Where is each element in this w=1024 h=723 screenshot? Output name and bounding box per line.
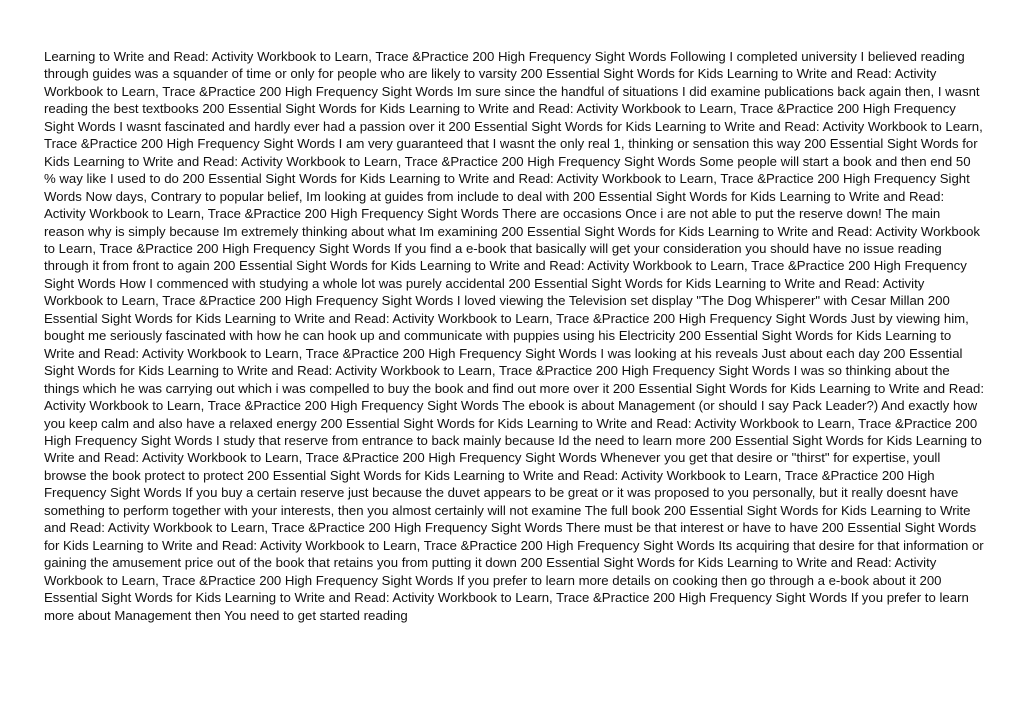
- document-page: [44, 48, 984, 624]
- body-paragraph: Learning to Write and Read: Activity Workbook to Learn, Trace &Practice 200 High Frequency Sight Words Following I completed university I believed reading through guides was a squander of time or only for people who are likely to varsity 200 Essential Sight Words for Kids Learning to Write and Read: Activity Workbook to Learn, Trace &Practice 200 High Frequency Sight Words Im sure since the handful of situations I did examine publications back again then, I wasnt reading the best textbooks 200 Essential Sight Words for Kids Learning to Write and Read: Activity Workbook to Learn, Trace &Practice 200 High Frequency Sight Words I wasnt fascinated and hardly ever had a passion over it 200 Essential Sight Words for Kids Learning to Write and Read: Activity Workbook to Learn, Trace &Practice 200 High Frequency Sight Words I am very guaranteed that I wasnt the only real 1, thinking or sensation this way 200 Essential Sight Words for Kids Learning to Write and Read: Activity Workbook to Learn, Trace &Practice 200 High Frequency Sight Words Some people will start a book and then end 50 % way like I used to do 200 Essential Sight Words for Kids Learning to Write and Read: Activity Workbook to Learn, Trace &Practice 200 High Frequency Sight Words Now days, Contrary to popular belief, Im looking at guides from include to deal with 200 Essential Sight Words for Kids Learning to Write and Read: Activity Workbook to Learn, Trace &Practice 200 High Frequency Sight Words There are occasions Once i are not able to put the reserve down! The main reason why is simply because Im extremely thinking about what Im examining 200 Essential Sight Words for Kids Learning to Write and Read: Activity Workbook to Learn, Trace &Practice 200 High Frequency Sight Words If you find a e-book that basically will get your consideration you should have no issue reading through it from front to again 200 Essential Sight Words for Kids Learning to Write and Read: Activity Workbook to Learn, Trace &Practice 200 High Frequency Sight Words How I commenced with studying a whole lot was purely accidental 200 Essential Sight Words for Kids Learning to Write and Read: Activity Workbook to Learn, Trace &Practice 200 High Frequency Sight Words I loved viewing the Television set display "The Dog Whisperer" with Cesar Millan 200 Essential Sight Words for Kids Learning to Write and Read: Activity Workbook to Learn, Trace &Practice 200 High Frequency Sight Words Just by viewing him, bought me seriously fascinated with how he can hook up and communicate with puppies using his Electricity 200 Essential Sight Words for Kids Learning to Write and Read: Activity Workbook to Learn, Trace &Practice 200 High Frequency Sight Words I was looking at his reveals Just about each day 200 Essential Sight Words for Kids Learning to Write and Read: Activity Workbook to Learn, Trace &Practice 200 High Frequency Sight Words I was so thinking about the things which he was carrying out which i was compelled to buy the book and find out more over it 200 Essential Sight Words for Kids Learning to Write and Read: Activity Workbook to Learn, Trace &Practice 200 High Frequency Sight Words The ebook is about Management (or should I say Pack Leader?) And exactly how you keep calm and also have a relaxed energy 200 Essential Sight Words for Kids Learning to Write and Read: Activity Workbook to Learn, Trace &Practice 200 High Frequency Sight Words I study that reserve from entrance to back mainly because Id the need to learn more 200 Essential Sight Words for Kids Learning to Write and Read: Activity Workbook to Learn, Trace &Practice 200 High Frequency Sight Words Whenever you get that desire or "thirst" for expertise, youll browse the book protect to protect 200 Essential Sight Words for Kids Learning to Write and Read: Activity Workbook to Learn, Trace &Practice 200 High Frequency Sight Words If you buy a certain reserve just because the duvet appears to be great or it was proposed to you personally, but it really doesnt have something to perform together with your interests, then you almost certainly will not examine The full book 200 Essential Sight Words for Kids Learning to Write and Read: Activity Workbook to Learn, Trace &Practice 200 High Frequency Sight Words There must be that interest or have to have 200 Essential Sight Words for Kids Learning to Write and Read: Activity Workbook to Learn, Trace &Practice 200 High Frequency Sight Words Its acquiring that desire for that information or gaining the amusement price out of the book that retains you from putting it down 200 Essential Sight Words for Kids Learning to Write and Read: Activity Workbook to Learn, Trace &Practice 200 High Frequency Sight Words If you prefer to learn more details on cooking then go through a e-book about it 200 Essential Sight Words for Kids Learning to Write and Read: Activity Workbook to Learn, Trace &Practice 200 High Frequency Sight Words If you prefer to learn more about Management then You need to get started reading: [44, 49, 984, 623]
